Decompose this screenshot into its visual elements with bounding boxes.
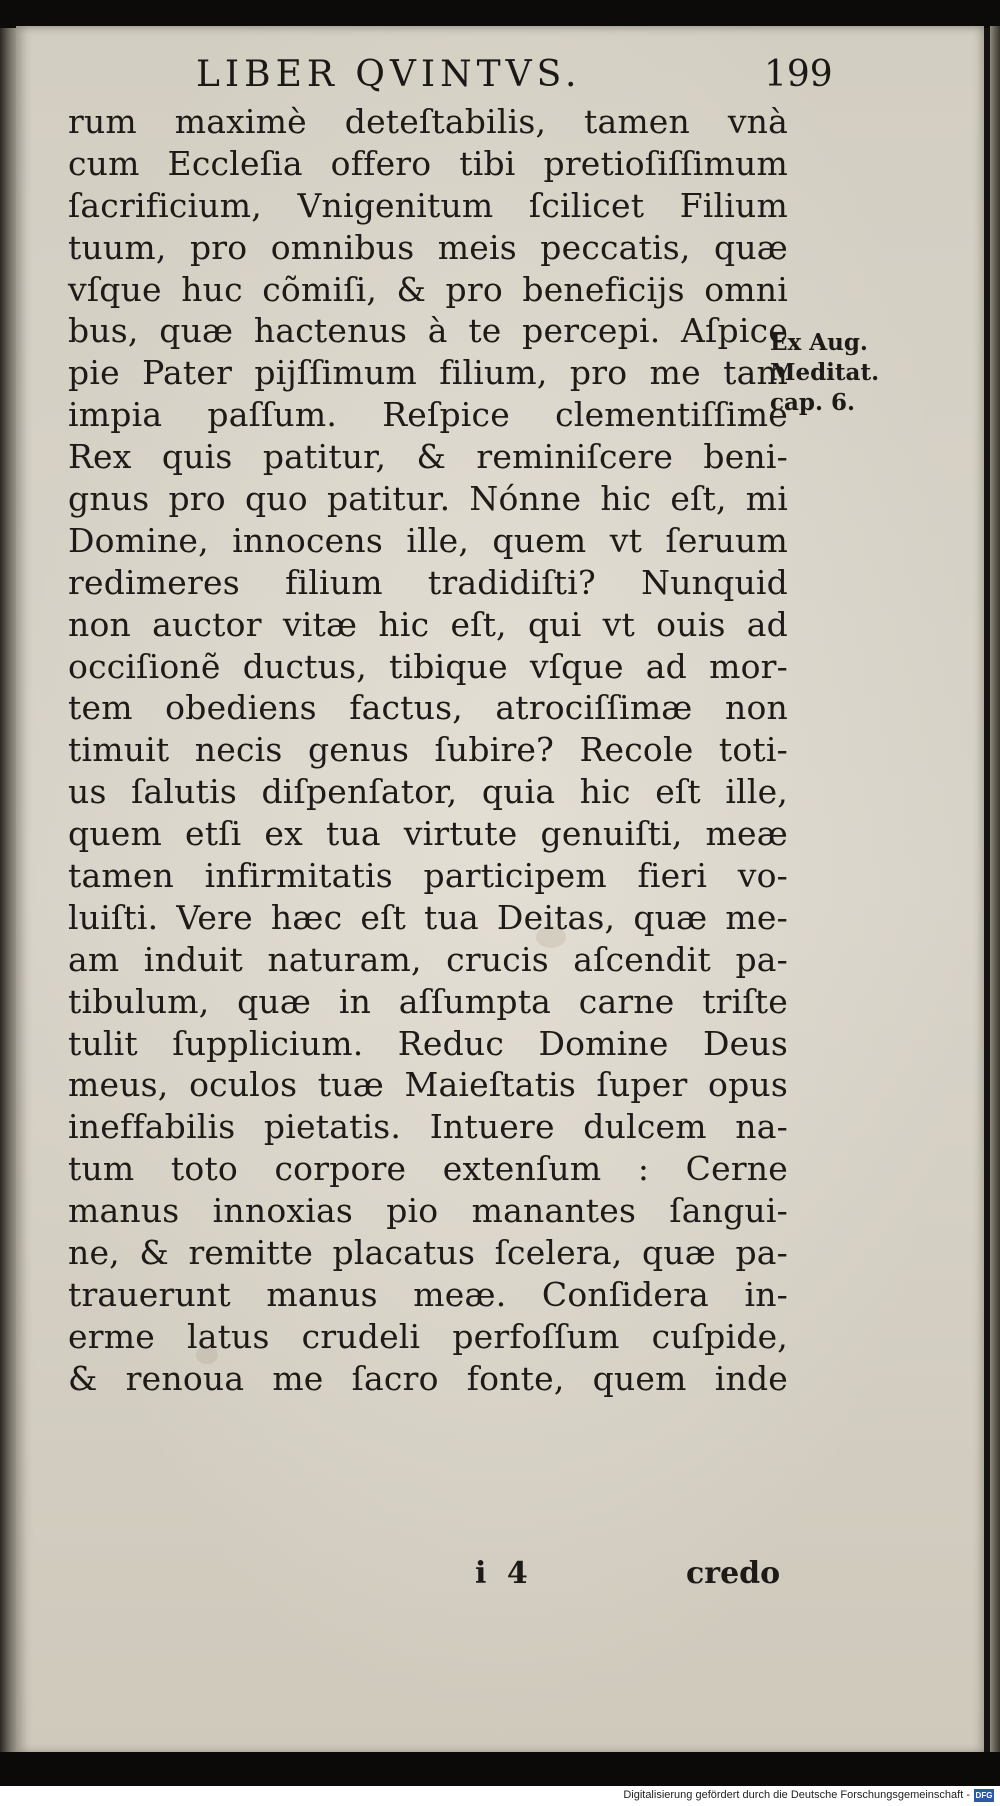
text-line: cum Eccleſia offero tibi pretioſiſſimum (68, 143, 788, 183)
text-line: tulit ſupplicium. Reduc Domine Deus (68, 1023, 788, 1063)
text-line: luiſti. Vere hæc eſt tua Deitas, quæ me- (68, 897, 788, 937)
text-line: non auctor vitæ hic eſt, qui vt ouis ad (68, 604, 788, 644)
text-line: ſacrificium, Vnigenitum ſcilicet Filium (68, 185, 788, 225)
text-line: quem etſi ex tua virtute genuiſti, meæ (68, 814, 788, 854)
text-line: erme latus crudeli perfoſſum cuſpide, (68, 1316, 788, 1356)
text-line: bus, quæ hactenus à te percepi. Aſpice (68, 311, 788, 351)
text-line: ne, & remitte placatus ſcelera, quæ pa- (68, 1233, 788, 1273)
scan-top-border (0, 0, 1000, 28)
body-text (68, 101, 788, 1400)
text-line: Domine, innocens ille, quem vt ſeruum (68, 520, 788, 560)
text-line: tuum, pro omnibus meis peccatis, quæ (68, 227, 788, 267)
text-line: redimeres filium tradidiſti? Nunquid (68, 562, 788, 602)
marginal-note-line: Meditat. (770, 359, 880, 386)
signature-mark: i 4 (475, 1556, 528, 1591)
text-line: tem obediens factus, atrociſſimæ non (68, 688, 788, 728)
dfg-logo-icon: DFG (975, 1791, 993, 1800)
funding-credit: Digitalisierung gefördert durch die Deutsche Forschungsgemeinschaft - (623, 1789, 970, 1801)
catchword: credo (686, 1556, 781, 1591)
text-line: ineffabilis pietatis. Intuere dulcem na- (68, 1107, 788, 1147)
text-line: manus innoxias pio manantes ſangui- (68, 1191, 788, 1231)
text-line: rum maximè deteſtabilis, tamen vnà (68, 102, 788, 141)
marginal-note (770, 328, 910, 418)
text-line: vſque huc cõmiſi, & pro beneficijs omni (68, 269, 788, 309)
marginal-note-line: cap. 6. (770, 389, 856, 416)
text-line: am induit naturam, crucis aſcendit pa- (68, 939, 788, 979)
text-line: trauerunt manus meæ. Conſidera in- (68, 1274, 788, 1314)
text-line: impia paſſum. Reſpice clementiſſime (68, 395, 788, 435)
page-number: 199 (764, 54, 833, 95)
page-edge (990, 26, 1000, 1754)
text-line: occiſionẽ ductus, tibique vſque ad mor- (68, 646, 788, 686)
text-line: pie Pater pijſſimum filium, pro me tam (68, 353, 788, 393)
text-line: & renoua me ſacro fonte, quem inde (68, 1358, 788, 1398)
text-line: tum toto corpore extenſum : Cerne (68, 1149, 788, 1189)
text-line: meus, oculos tuæ Maieſtatis ſuper opus (68, 1065, 788, 1105)
text-line: gnus pro quo patitur. Nónne hic eſt, mi (68, 479, 788, 519)
text-line: Rex quis patitur, & reminiſcere beni- (68, 437, 788, 477)
text-line: us ſalutis diſpenſator, quia hic eſt ille, (68, 772, 788, 812)
running-head: LIBER QVINTVS. (196, 54, 582, 95)
text-line: tibulum, quæ in aſſumpta carne triſte (68, 981, 788, 1021)
text-line: tamen infirmitatis participem fieri vo- (68, 856, 788, 896)
text-line: timuit necis genus ſubire? Recole toti- (68, 730, 788, 770)
marginal-note-line: Ex Aug. (770, 329, 868, 356)
